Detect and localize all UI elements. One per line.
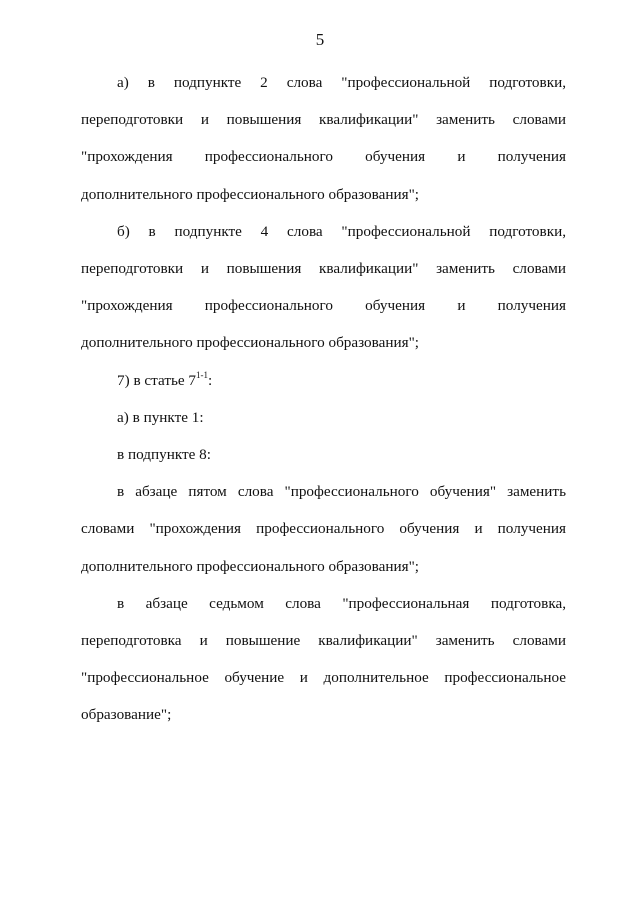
document-body	[81, 64, 566, 734]
article-text: 7) в статье 7	[117, 371, 197, 389]
paragraph-article-7	[81, 362, 566, 399]
page-number: 5	[315, 30, 325, 49]
paragraph-point-1: а) в пункте 1:	[117, 408, 204, 426]
paragraph-a-subpoint-2: а) в подпункте 2 слова "профессиональной подготовки, переподготовки и повышения квалификации" заменить словами "прохождения профессионального обучения и получения дополнительного профессионального образования";	[81, 74, 566, 203]
article-colon: :	[208, 371, 213, 389]
paragraph-fifth-indent: в абзаце пятом слова "профессионального обучения" заменить словами "прохождения профессионального обучения и получения дополнительного профессионального образования";	[81, 483, 566, 575]
paragraph-subpoint-8: в подпункте 8:	[117, 446, 211, 464]
article-superscript: 1-1	[196, 369, 209, 380]
paragraph-b-subpoint-4: б) в подпункте 4 слова "профессиональной подготовки, переподготовки и повышения квалификации" заменить словами "прохождения профессионального обучения и получения дополнительного профессионального образования";	[81, 222, 566, 352]
paragraph-seventh-indent: в абзаце седьмом слова "профессиональная подготовка, переподготовка и повышение квалификации" заменить словами "профессиональное обучение и дополнительное профессиональное образование";	[81, 594, 566, 724]
